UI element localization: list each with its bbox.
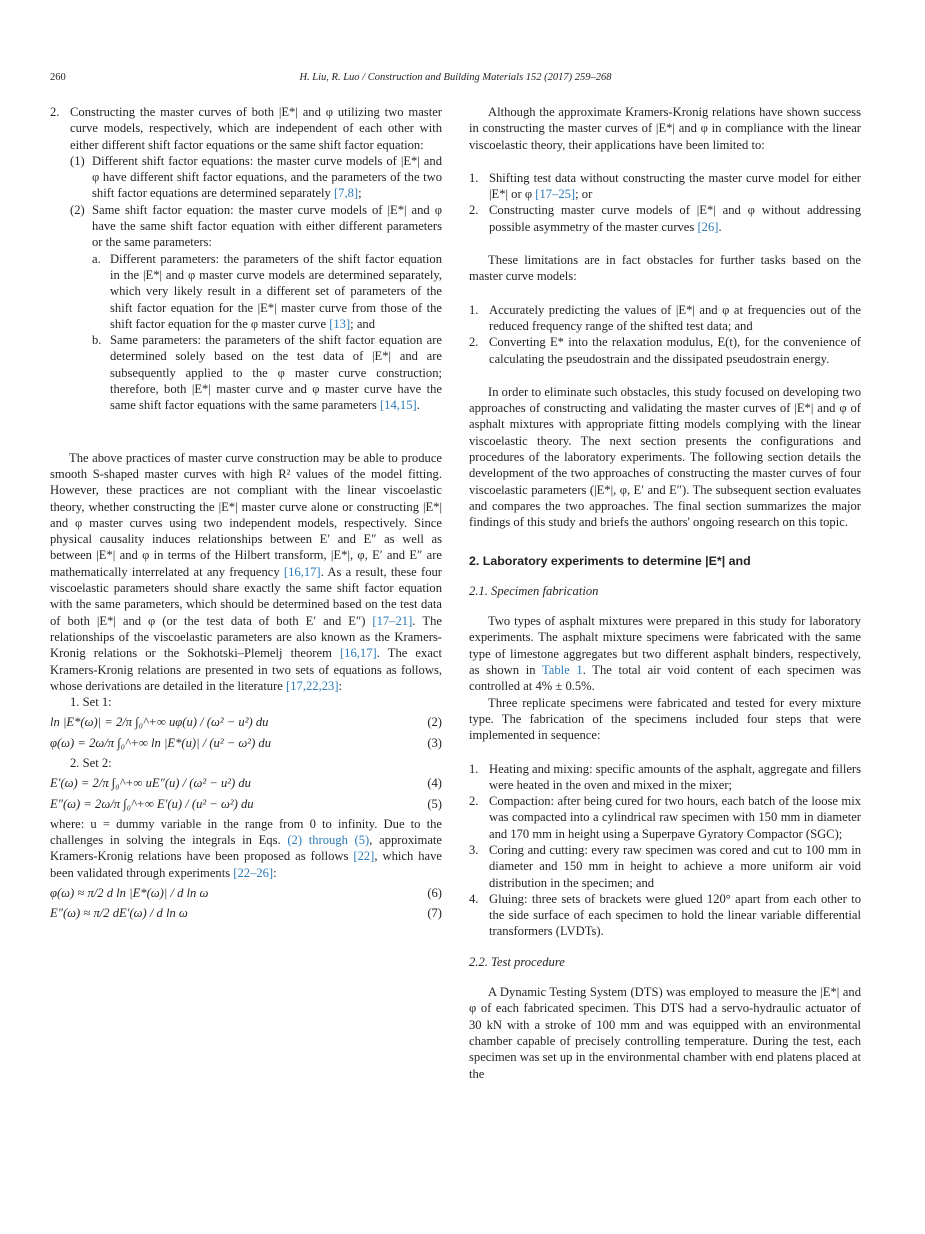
body-paragraph: In order to eliminate such obstacles, this study focused on developing two approaches of constructing and validating the master curves of |E*| and φ of asphalt mixtures with appropriate fitting models complying with the linear viscoelastic theory. The next section presents the configurations and procedures of the laboratory experiments. The following section details the development of the two approaches of constructing the master curves of four viscoelastic parameters (|E*|, φ, E′ and E″). The subsequent section evaluates and compares the two approaches. The final section summarizes the major findings of this study and briefs the authors' ongoing research on this topic. — [469, 384, 861, 530]
list-item: 2. Constructing master curve models of |E*| and φ without addressing possible asymmetry of the master curves [26]. — [469, 203, 861, 234]
set-label: 2. Set 2: — [70, 755, 112, 770]
body-paragraph: The above practices of master curve construction may be able to produce smooth S-shaped master curves with high R² values of the model fitting. However, these practices are not compliant with the linear viscoelastic theory, whether constructing the |E*| master curve alone or constructing |E*| and φ master curves using two independent models, respectively. Since physical causality induces relationships between E′ and E″ as well as between |E*| and φ in terms of the Hilbert transform, |E*|, φ, E′ and E″ are mathematically interrelated at any frequency [16,17]. As a result, these four viscoelastic parameters should share exactly the same shift factor equation with the same parameters, which should be determined based on the test data of both |E*| and φ (or the test data of both E′ and E″) [17–21]. The relationships of the viscoelastic parameters are also known as the Kramers-Kronig relations or the Sokhotski–Plemelj theorem [16,17]. The exact Kramers-Kronig relations are presented in two sets of equations as follows, whose derivations are detailed in the literature [17,22,23]: — [50, 450, 442, 693]
equation-number: (7) — [427, 906, 442, 921]
equation-2: ln |E*(ω)| = 2/π ∫₀^+∞ uφ(u) / (ω² − u²) du (2) — [50, 715, 442, 730]
equation-link[interactable]: (2) through (5) — [287, 833, 370, 848]
list-item: 1. Heating and mixing: specific amounts of the asphalt, aggregate and fillers were heated in the oven and mixed in the mixer; — [469, 761, 861, 792]
citation-link[interactable]: [17,22,23] — [286, 678, 339, 693]
page-number: 260 — [50, 72, 66, 83]
list-item: a. Different parameters: the parameters of the shift factor equation in the |E*| and φ master curve models are determined separately, which very likely result in a different set of parameters of the shift factor equation for the |E*| master curve from those of the shift factor equation for the φ master curve [13]; and — [92, 251, 442, 331]
body-paragraph: These limitations are in fact obstacles for further tasks based on the master curve models: — [469, 253, 861, 284]
equation-6: φ(ω) ≈ π/2 d ln |E*(ω)| / d ln ω (6) — [50, 886, 442, 901]
right-column — [469, 104, 861, 1082]
list-item: 2. Constructing the master curves of both |E*| and φ utilizing two master curve models, respectively, which are independent of each other with either different shift factor equations or the same shift factor equation: — [50, 105, 442, 152]
body-paragraph: Three replicate specimens were fabricated and tested for every mixture type. The fabrication of the specimens included four steps that were implemented in sequence: — [469, 695, 861, 743]
equation-number: (2) — [427, 715, 442, 730]
list-item: 2. Compaction: after being cured for two hours, each batch of the loose mix was compacted into a cylindrical raw specimen with 150 mm in diameter and 170 mm in height using a Superpave Gyratory Compactor (SGC); — [469, 794, 861, 841]
equation-number: (3) — [427, 735, 442, 750]
table-link[interactable]: Table 1 — [541, 663, 583, 678]
citation-link[interactable]: [17–25] — [535, 187, 576, 202]
citation-link[interactable]: [17–21] — [372, 613, 413, 628]
list-item: 1. Accurately predicting the values of |E*| and φ at frequencies out of the reduced frequency range of the shifted test data; and — [469, 302, 861, 333]
journal-reference: H. Liu, R. Luo / Construction and Building Materials 152 (2017) 259–268 — [299, 72, 612, 83]
list-item: (2) Same shift factor equation: the master curve models of |E*| and φ have the same shift factor equation with either different parameters or the same parameters: — [70, 202, 442, 250]
citation-link[interactable]: [14,15] — [379, 398, 417, 413]
body-paragraph: Although the approximate Kramers-Kronig relations have shown success in constructing the master curves of |E*| and φ in compliance with the linear viscoelastic theory, their applications have been limited to: — [469, 105, 861, 152]
body-paragraph: A Dynamic Testing System (DTS) was employed to measure the |E*| and φ of each fabricated specimen. This DTS had a servo-hydraulic actuator of 30 kN with a stroke of 100 mm and was equipped with an environmental chamber capable of precisely controlling temperature. During the test, each specimen was set up in the environmental chamber with end platens placed at the — [469, 985, 861, 1081]
citation-link[interactable]: [7,8] — [333, 186, 359, 201]
citation-link[interactable]: [16,17] — [283, 564, 321, 579]
equation-4: E′(ω) = 2/π ∫₀^+∞ uE″(u) / (ω² − u²) du (4) — [50, 776, 442, 791]
equation-number: (4) — [427, 776, 442, 791]
body-paragraph: where: u = dummy variable in the range from 0 to infinity. Due to the challenges in solving the integrals in Eqs. (2) through (5), approximate Kramers-Kronig relations have been proposed as follows [22], which have been validated through experiments [22–26]: — [50, 816, 443, 880]
equation-7: E″(ω) ≈ π/2 dE′(ω) / d ln ω (7) — [50, 906, 442, 921]
list-item: 2. Converting E* into the relaxation modulus, E(t), for the convenience of calculating the pseudostrain and the dissipated pseudostrain energy. — [469, 335, 861, 366]
citation-link[interactable]: [13] — [329, 316, 351, 331]
list-item: 3. Coring and cutting: every raw specimen was cored and cut to 100 mm in diameter and 150 mm in height to achieve a more uniform air void distribution in the specimen; and — [469, 842, 861, 890]
left-column — [50, 104, 442, 926]
equation-5: E″(ω) = 2ω/π ∫₀^+∞ E′(u) / (u² − ω²) du (5) — [50, 796, 442, 811]
subsection-heading: 2.1. Specimen fabrication — [469, 583, 599, 598]
subsection-heading: 2.2. Test procedure — [469, 954, 565, 969]
citation-link[interactable]: [26] — [697, 219, 719, 234]
section-heading: 2. Laboratory experiments to determine |E*| and — [469, 553, 751, 568]
citation-link[interactable]: [22–26] — [233, 865, 274, 880]
body-paragraph: Two types of asphalt mixtures were prepared in this study for laboratory experiments. The asphalt mixture specimens were fabricated with the same type of limestone aggregates but two different asphalt binders, respectively, as shown in Table 1. The total air void content of each specimen was controlled at 4% ± 0.5%. — [469, 614, 861, 694]
list-item: 1. Shifting test data without constructing the master curve model for either |E*| or φ [17–25]; or — [469, 170, 861, 202]
equation-number: (5) — [427, 796, 442, 811]
list-item: 4. Gluing: three sets of brackets were glued 120° apart from each other to the side surface of each specimen to hold the linear variable differential transformers (LVDTs). — [469, 891, 861, 939]
list-item: b. Same parameters: the parameters of the shift factor equation are determined solely based on the test data of |E*| and are subsequently applied to the φ master curve construction; therefore, both |E*| master curve and φ master curve have the same shift factor equations with the same parameters [14,15]. — [92, 333, 442, 413]
equation-number: (6) — [427, 886, 442, 901]
citation-link[interactable]: [22] — [353, 849, 375, 864]
citation-link[interactable]: [16,17] — [339, 646, 377, 661]
set-label: 1. Set 1: — [70, 695, 112, 710]
equation-3: φ(ω) = 2ω/π ∫₀^+∞ ln |E*(u)| / (u² − ω²) du (3) — [50, 735, 442, 750]
list-item: (1) Different shift factor equations: the master curve models of |E*| and φ have different shift factor equations, and the parameters of the two shift factor equations are determined separately [7,8]; — [70, 153, 442, 201]
